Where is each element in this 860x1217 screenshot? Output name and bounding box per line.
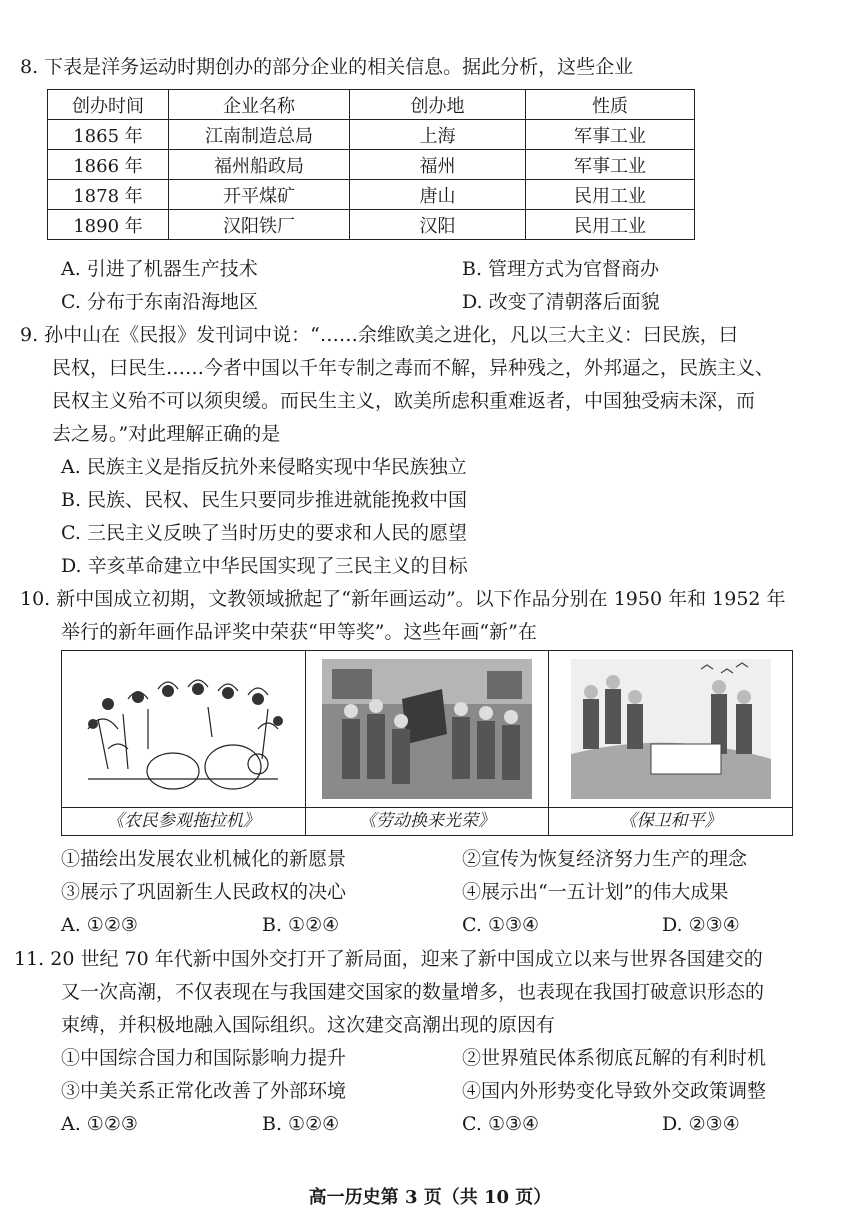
q10-statement-4: ④展示出“一五计划”的伟大成果: [462, 881, 729, 903]
q10-option-b[interactable]: B. ①②④: [262, 914, 340, 936]
table-row: [48, 180, 695, 210]
q11-stem-line: 又一次高潮，不仅表现在与我国建交国家的数量增多，也表现在我国打破意识形态的: [61, 981, 765, 1003]
table-header-row: [48, 90, 695, 120]
page-footer: 高一历史第 3 页（共 10 页）: [308, 1187, 552, 1208]
table-cell: 开平煤矿: [169, 180, 350, 210]
q11-stem-line: 束缚，并积极地融入国际组织。这次建交高潮出现的原因有: [61, 1014, 556, 1036]
q11-stem-line: 11. 20 世纪 70 年代新中国外交打开了新局面，迎来了新中国成立以来与世界各国建交的: [14, 948, 763, 970]
q11-statement-1: ①中国综合国力和国际影响力提升: [61, 1047, 347, 1069]
table-cell: 民用工业: [526, 180, 695, 210]
table-cell: 汉阳铁厂: [169, 210, 350, 240]
q10-option-c[interactable]: C. ①③④: [462, 914, 540, 936]
table-cell: 江南制造总局: [169, 120, 350, 150]
q9-option-c[interactable]: C. 三民主义反映了当时历史的要求和人民的愿望: [61, 522, 467, 544]
q9-option-d[interactable]: D. 辛亥革命建立中华民国实现了三民主义的目标: [61, 555, 468, 577]
table-cell: 1865 年: [48, 120, 169, 150]
table-cell: 福州船政局: [169, 150, 350, 180]
q9-stem-line: 民权，曰民生……今者中国以千年专制之毒而不解，异种残之，外邦逼之，民族主义、: [52, 357, 775, 379]
q11-option-c[interactable]: C. ①③④: [462, 1113, 540, 1135]
table-cell: 1878 年: [48, 180, 169, 210]
q10-stem-line: 10. 新中国成立初期，文教领域掀起了“新年画运动”。以下作品分别在 1950 年和 1952 年: [20, 588, 786, 610]
table-cell: 汉阳: [350, 210, 526, 240]
q10-stem-line: 举行的新年画作品评奖中荣获“甲等奖”。这些年画“新”在: [61, 621, 537, 643]
q11-statement-4: ④国内外形势变化导致外交政策调整: [462, 1080, 767, 1102]
q10-statement-3: ③展示了巩固新生人民政权的决心: [61, 881, 347, 903]
q10-option-a[interactable]: A. ①②③: [61, 914, 138, 936]
defend-peace-photo: [571, 659, 771, 799]
labor-glory-photo: [322, 659, 532, 799]
q10-option-d[interactable]: D. ②③④: [662, 914, 740, 936]
q8-stem: 8. 下表是洋务运动时期创办的部分企业的相关信息。据此分析，这些企业: [20, 56, 634, 78]
q9-stem-line: 9. 孙中山在《民报》发刊词中说：“……余维欧美之进化，凡以三大主义：曰民族，曰: [20, 324, 738, 346]
q11-statement-3: ③中美关系正常化改善了外部环境: [61, 1080, 347, 1102]
table-cell: 军事工业: [526, 150, 695, 180]
new-year-paintings-panel: [61, 650, 793, 836]
q10-statement-2: ②宣传为恢复经济努力生产的理念: [462, 848, 748, 870]
q11-option-a[interactable]: A. ①②③: [61, 1113, 138, 1135]
painting-caption: 《农民参观拖拉机》: [62, 808, 306, 835]
q8-option-c[interactable]: C. 分布于东南沿海地区: [61, 291, 258, 313]
q8-option-d[interactable]: D. 改变了清朝落后面貌: [462, 291, 660, 313]
q9-stem-line: 去之易。”对此理解正确的是: [52, 423, 281, 445]
q11-statement-2: ②世界殖民体系彻底瓦解的有利时机: [462, 1047, 767, 1069]
q8-option-a[interactable]: A. 引进了机器生产技术: [61, 258, 258, 280]
q9-option-b[interactable]: B. 民族、民权、民生只要同步推进就能挽救中国: [61, 489, 468, 511]
table-cell: 唐山: [350, 180, 526, 210]
painting-caption: 《劳动换来光荣》: [306, 808, 550, 835]
q11-option-b[interactable]: B. ①②④: [262, 1113, 340, 1135]
table-cell: 民用工业: [526, 210, 695, 240]
table-row: [48, 120, 695, 150]
painting-labor-glory: [306, 651, 550, 807]
painting-defend-peace: [549, 651, 792, 807]
table-header-cell: 创办地: [350, 90, 526, 120]
table-cell: 福州: [350, 150, 526, 180]
painting-caption: 《保卫和平》: [619, 811, 722, 831]
painting-farmers-tractor: [62, 651, 306, 807]
q11-option-d[interactable]: D. ②③④: [662, 1113, 740, 1135]
table-row: [48, 210, 695, 240]
table-cell: 军事工业: [526, 120, 695, 150]
q10-statement-1: ①描绘出发展农业机械化的新愿景: [61, 848, 347, 870]
table-cell: 1866 年: [48, 150, 169, 180]
table-row: [48, 150, 695, 180]
table-header-cell: 性质: [526, 90, 695, 120]
table-header-cell: 创办时间: [48, 90, 169, 120]
q8-option-b[interactable]: B. 管理方式为官督商办: [462, 258, 660, 280]
q9-stem-line: 民权主义殆不可以须臾缓。而民生主义，欧美所虑积重难返者，中国独受病未深，而: [52, 390, 756, 412]
enterprise-table: [47, 89, 695, 240]
tractor-crowd-sketch: [68, 659, 298, 799]
table-cell: 1890 年: [48, 210, 169, 240]
q9-option-a[interactable]: A. 民族主义是指反抗外来侵略实现中华民族独立: [61, 456, 467, 478]
table-cell: 上海: [350, 120, 526, 150]
table-header-cell: 企业名称: [169, 90, 350, 120]
